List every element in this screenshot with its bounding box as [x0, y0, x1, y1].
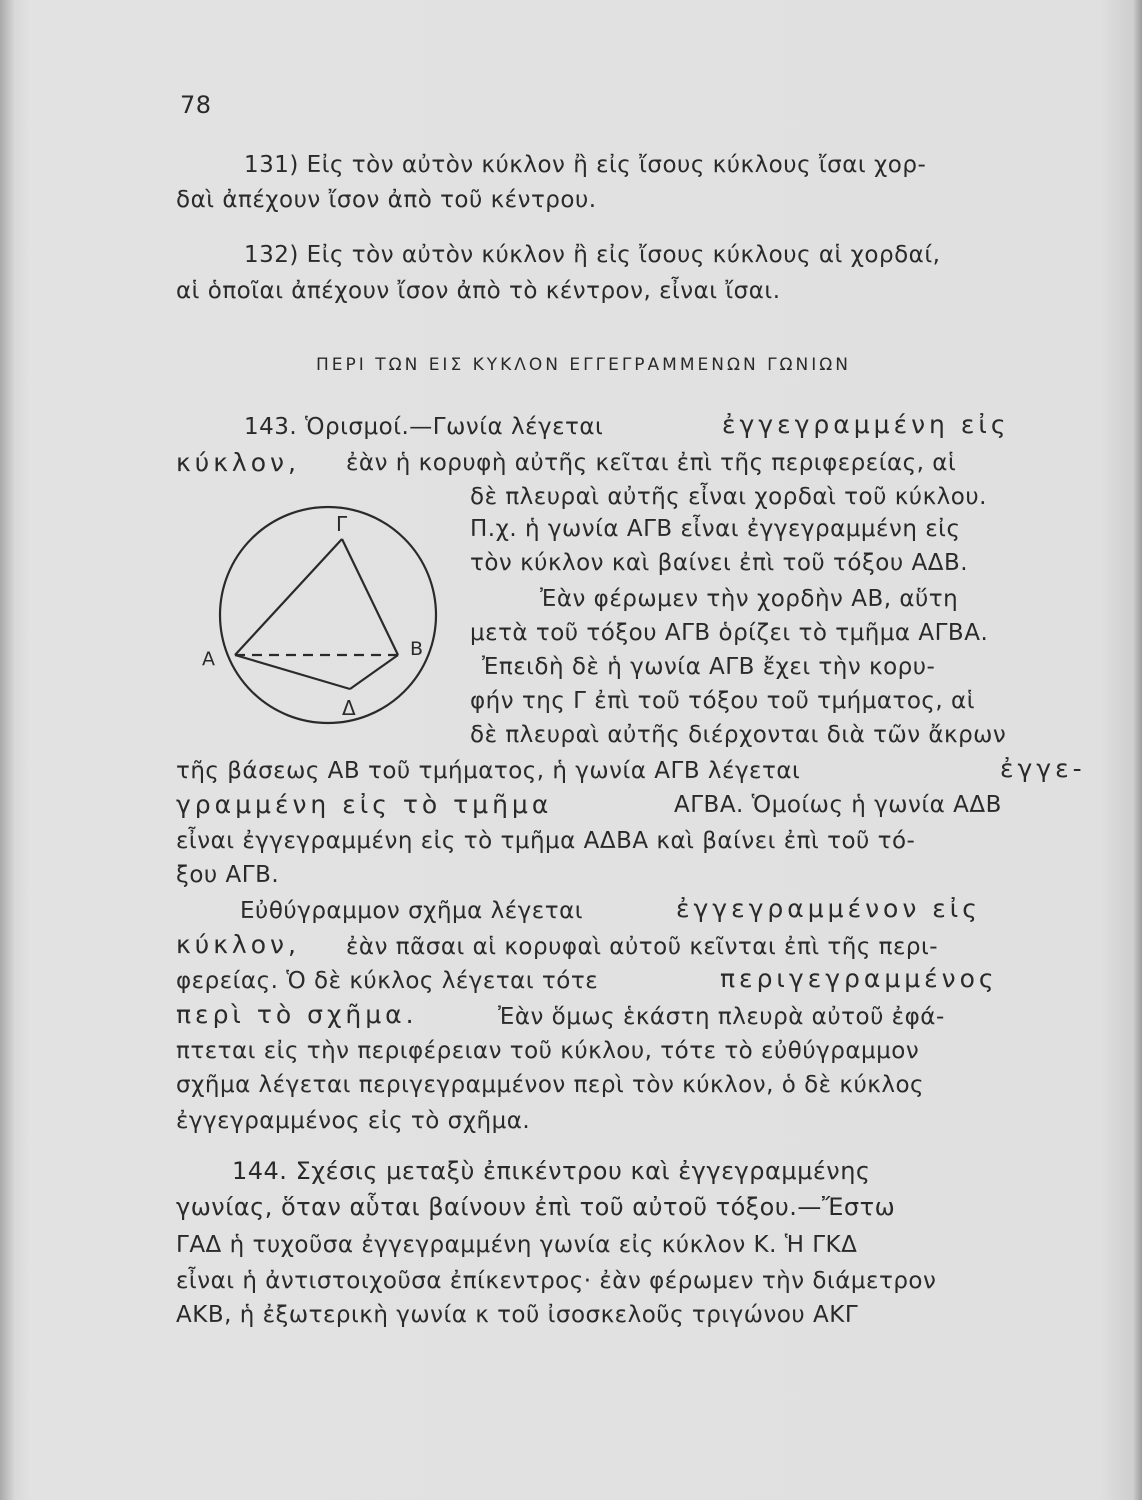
page-number: 78 [180, 91, 212, 119]
text-line-13: φήν της Γ ἐπὶ τοῦ τόξου τοῦ τμήματος, αἱ [470, 688, 975, 714]
text-line-15a: τῆς βάσεως ΑΒ τοῦ τμήματος, ἡ γωνία ΑΓΒ λέγεται [176, 758, 801, 784]
inscribed-angle-figure [190, 505, 450, 725]
term-inscribed-in-1: ἐγγε- [1000, 754, 1086, 783]
text-line-29: εἶναι ἡ ἀντιστοιχοῦσα ἐπίκεντρος· ἐὰν φέρωμεν τὴν διάμετρον [176, 1268, 937, 1294]
term-circle: κύκλον, [176, 448, 300, 477]
text-line-2: δαὶ ἀπέχουν ἴσον ἀπὸ τοῦ κέντρου. [176, 187, 597, 213]
figure-circle [220, 507, 436, 723]
chord-ag [235, 539, 342, 655]
text-line-20: ἐὰν πᾶσαι αἱ κορυφαὶ αὐτοῦ κεῖνται ἐπὶ τῆς περι- [346, 934, 939, 960]
term-circumscribed: περιγεγραμμένος [720, 964, 998, 993]
text-line-8: Π.χ. ἡ γωνία ΑΓΒ εἶναι ἐγγεγραμμένη εἰς [470, 516, 961, 542]
term-inscribed-figure: ἐγγεγραμμένον εἰς [676, 894, 981, 923]
chord-gb [342, 539, 398, 655]
text-line-12: Ἐπειδὴ δὲ ἡ γωνία ΑΓΒ ἔχει τὴν κορυ- [482, 654, 936, 680]
text-line-21a: φερείας. Ὁ δὲ κύκλος λέγεται τότε [176, 968, 599, 994]
text-line-28: ΓΑΔ ἡ τυχοῦσα ἐγγεγραμμένη γωνία εἰς κύκλον Κ. Ἡ ΓΚΔ [176, 1232, 858, 1258]
text-line-22: Ἐὰν ὅμως ἑκάστη πλευρὰ αὐτοῦ ἐφά- [498, 1004, 945, 1030]
text-line-24: σχῆμα λέγεται περιγεγραμμένον περὶ τὸν κύκλον, ὁ δὲ κύκλος [176, 1072, 925, 1098]
text-line-11: μετὰ τοῦ τόξου ΑΓΒ ὁρίζει τὸ τμῆμα ΑΓΒΑ. [470, 620, 989, 646]
term-circle-2: κύκλον, [176, 930, 300, 959]
text-line-9: τὸν κύκλον καὶ βαίνει ἐπὶ τοῦ τόξου ΑΔΒ. [470, 550, 969, 576]
term-about-figure: περὶ τὸ σχῆμα. [176, 1000, 418, 1029]
section-heading: ΠΕΡΙ ΤΩΝ ΕΙΣ ΚΥΚΛΟΝ ΕΓΓΕΓΡΑΜΜΕΝΩΝ ΓΩΝΙΩΝ [316, 355, 851, 375]
text-line-23: πτεται εἰς τὴν περιφέρειαν τοῦ κύκλου, τότε τὸ εὐθύγραμμον [176, 1038, 920, 1064]
page-binding-shadow [0, 0, 14, 1500]
text-line-26: 144. Σχέσις μεταξὺ ἐπικέντρου καὶ ἐγγεγραμμένης [232, 1157, 871, 1185]
text-line-10: Ἐὰν φέρωμεν τὴν χορδὴν ΑΒ, αὕτη [540, 586, 959, 612]
term-inscribed: ἐγγεγραμμένη εἰς [722, 410, 1010, 439]
text-line-17: εἶναι ἐγγεγραμμένη εἰς τὸ τμῆμα ΑΔΒΑ καὶ βαίνει ἐπὶ τοῦ τό- [176, 828, 916, 854]
text-line-25: ἐγγεγραμμένος εἰς τὸ σχῆμα. [176, 1108, 531, 1134]
text-line-4: αἱ ὁποῖαι ἀπέχουν ἴσον ἀπὸ τὸ κέντρον, εἶναι ἴσαι. [176, 278, 781, 304]
text-line-27: γωνίας, ὅταν αὗται βαίνουν ἐπὶ τοῦ αὐτοῦ τόξου.—Ἔστω [176, 1193, 896, 1221]
text-line-6: ἐὰν ἡ κορυφὴ αὐτῆς κεῖται ἐπὶ τῆς περιφερείας, αἱ [346, 450, 957, 476]
term-inscribed-in-2: γραμμένη εἰς τὸ τμῆμα [176, 790, 553, 819]
text-line-14: δὲ πλευραὶ αὐτῆς διέρχονται διὰ τῶν ἄκρων [470, 722, 1007, 748]
text-line-30: ΑΚΒ, ἡ ἐξωτερικὴ γωνία κ τοῦ ἰσοσκελοῦς τριγώνου ΑΚΓ [176, 1302, 859, 1328]
label-alpha: Α [202, 648, 215, 670]
text-line-18: ξου ΑΓΒ. [176, 862, 280, 888]
text-line-7: δὲ πλευραὶ αὐτῆς εἶναι χορδαὶ τοῦ κύκλου. [470, 484, 987, 510]
page-edge-shadow [1132, 0, 1142, 1500]
text-line-5a: 143. Ὁρισμοί.—Γωνία λέγεται [244, 414, 604, 440]
label-beta: Β [410, 638, 424, 660]
text-line-16: ΑΓΒΑ. Ὁμοίως ἡ γωνία ΑΔΒ [674, 792, 1002, 818]
text-line-1: 131) Εἰς τὸν αὐτὸν κύκλον ἢ εἰς ἴσους κύκλους ἴσαι χορ- [244, 152, 927, 178]
label-gamma: Γ [336, 512, 348, 536]
label-delta: Δ [342, 696, 356, 720]
chord-ad [235, 655, 350, 689]
text-line-19a: Εὐθύγραμμον σχῆμα λέγεται [240, 898, 584, 924]
chord-db [350, 655, 398, 689]
text-line-3: 132) Εἰς τὸν αὐτὸν κύκλον ἢ εἰς ἴσους κύκλους αἱ χορδαί, [244, 242, 941, 268]
